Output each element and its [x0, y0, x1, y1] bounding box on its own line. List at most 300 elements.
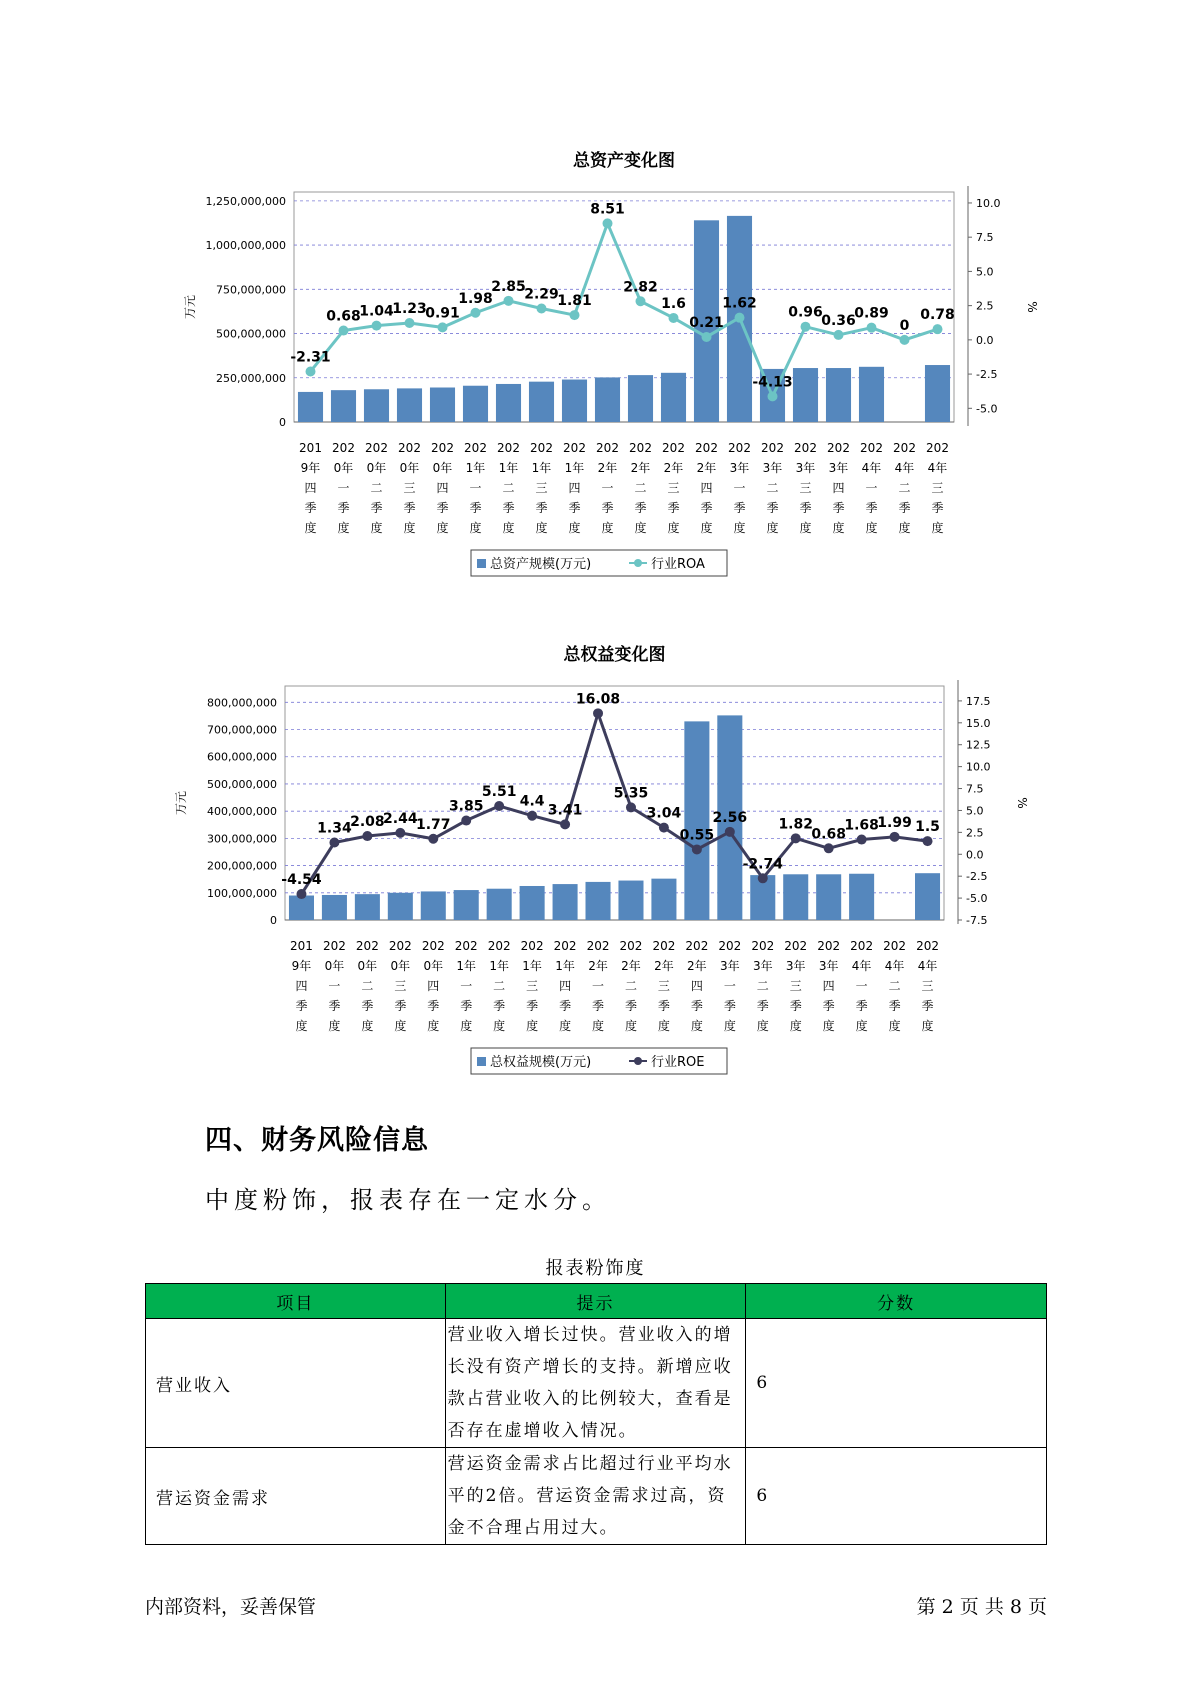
x-tick-label: 度 — [921, 1019, 934, 1033]
line-point — [329, 838, 339, 848]
x-tick-label: 1年 — [564, 461, 585, 475]
x-tick-label: 度 — [502, 521, 515, 535]
x-tick-label: 季 — [370, 501, 383, 515]
x-tick-label: 三 — [526, 979, 539, 993]
x-tick-label: 度 — [427, 1019, 440, 1033]
footer-note: 内部资料，妥善保管 — [145, 1596, 317, 1618]
x-tick-label: 季 — [502, 501, 515, 515]
bar — [322, 895, 347, 920]
x-tick-label: 度 — [657, 1019, 670, 1033]
bar — [793, 368, 818, 422]
x-tick-label: 202 — [596, 441, 619, 455]
x-tick-label: 度 — [634, 521, 647, 535]
data-label: 0.96 — [788, 304, 823, 321]
legend-bar-swatch — [477, 559, 486, 568]
x-tick-label: 2年 — [597, 461, 618, 475]
x-tick-label: 度 — [568, 521, 581, 535]
line-point — [603, 218, 613, 228]
x-tick-label: 三 — [403, 481, 416, 495]
x-tick-label: 202 — [794, 441, 817, 455]
x-tick-label: 度 — [624, 1019, 637, 1033]
row-hint: 营运资金需求占比超过行业平均水平的2倍。营运资金需求过高，资金不合理占用过大。 — [445, 1448, 746, 1545]
x-tick-label: 9年 — [300, 461, 321, 475]
x-tick-label: 度 — [766, 521, 779, 535]
bar — [684, 721, 709, 920]
x-tick-label: 季 — [460, 999, 473, 1013]
y-right-tick-label: 10.0 — [976, 196, 1001, 210]
x-tick-label: 二 — [624, 979, 637, 993]
x-tick-label: 四 — [832, 481, 845, 495]
bar — [388, 893, 413, 920]
x-tick-label: 度 — [328, 1019, 341, 1033]
bar — [628, 375, 653, 422]
x-tick-label: 202 — [662, 441, 685, 455]
data-label: 16.08 — [575, 691, 621, 708]
line-point — [768, 391, 778, 401]
x-tick-label: 季 — [865, 501, 878, 515]
x-tick-label: 季 — [568, 501, 581, 515]
x-tick-label: 202 — [497, 441, 520, 455]
data-label: 0.78 — [920, 307, 955, 324]
x-tick-label: 季 — [657, 999, 670, 1013]
x-tick-label: 一 — [469, 481, 482, 495]
bar — [520, 886, 545, 920]
legend-bar-label: 总资产规模(万元) — [490, 557, 592, 572]
x-tick-label: 1年 — [465, 461, 486, 475]
x-tick-label: 202 — [530, 441, 553, 455]
bar — [487, 889, 512, 920]
data-label: 2.85 — [491, 278, 526, 295]
x-tick-label: 二 — [493, 979, 506, 993]
y-right-tick-label: 2.5 — [976, 299, 994, 313]
line-point — [824, 843, 834, 853]
row-item: 营运资金需求 — [146, 1448, 446, 1545]
data-label: 1.99 — [877, 814, 912, 831]
data-label: 1.34 — [317, 820, 352, 837]
x-tick-label: 三 — [931, 481, 944, 495]
data-label: 1.81 — [557, 293, 592, 310]
x-tick-label: 度 — [667, 521, 680, 535]
x-tick-label: 度 — [690, 1019, 703, 1033]
line-point — [428, 834, 438, 844]
x-tick-label: 4年 — [861, 461, 882, 475]
x-tick-label: 季 — [898, 501, 911, 515]
data-label: 0.36 — [821, 312, 856, 329]
x-tick-label: 4年 — [851, 959, 872, 973]
x-tick-label: 一 — [337, 481, 350, 495]
x-tick-label: 202 — [916, 939, 939, 953]
x-tick-label: 202 — [629, 441, 652, 455]
x-tick-label: 度 — [733, 521, 746, 535]
x-tick-label: 三 — [657, 979, 670, 993]
x-tick-label: 202 — [431, 441, 454, 455]
x-tick-label: 202 — [487, 939, 511, 953]
x-tick-label: 202 — [751, 939, 775, 953]
row-hint: 营业收入增长过快。营业收入的增长没有资产增长的支持。新增应收款占营业收入的比例较大，查看是否存在虚增收入情况。 — [445, 1319, 746, 1448]
x-tick-label: 202 — [652, 939, 676, 953]
line-point — [857, 835, 867, 845]
x-tick-label: 202 — [619, 939, 643, 953]
bar — [529, 382, 554, 422]
x-tick-label: 202 — [586, 939, 610, 953]
y-left-tick-label: 400,000,000 — [207, 805, 277, 819]
x-tick-label: 三 — [799, 481, 812, 495]
line-point — [890, 832, 900, 842]
table-row — [146, 1319, 1047, 1448]
y-right-tick-label: 0.0 — [966, 848, 984, 862]
data-label: 1.6 — [661, 295, 686, 312]
x-tick-label: 三 — [535, 481, 548, 495]
data-label: 8.51 — [590, 201, 625, 218]
x-tick-label: 二 — [361, 979, 374, 993]
x-tick-label: 202 — [817, 939, 841, 953]
bar — [826, 368, 851, 422]
line-point — [296, 889, 306, 899]
x-tick-label: 202 — [850, 939, 874, 953]
y-right-tick-label: -7.5 — [966, 914, 988, 927]
x-tick-label: 202 — [893, 441, 916, 455]
x-tick-label: 202 — [827, 441, 850, 455]
data-label: 0.21 — [689, 314, 724, 331]
x-tick-label: 四 — [690, 979, 703, 993]
x-tick-label: 季 — [624, 999, 637, 1013]
line-point — [692, 844, 702, 854]
x-tick-label: 二 — [756, 979, 769, 993]
y-right-tick-label: 0.0 — [976, 333, 994, 347]
y-left-tick-label: 700,000,000 — [207, 723, 277, 737]
x-tick-label: 3年 — [762, 461, 783, 475]
x-tick-label: 202 — [860, 441, 883, 455]
line-point — [306, 366, 316, 376]
total-equity-chart-svg — [0, 636, 1191, 1086]
legend-line-marker — [634, 1057, 642, 1065]
legend-bar-swatch — [477, 1057, 486, 1066]
x-tick-label: 1年 — [555, 959, 575, 973]
x-tick-label: 2年 — [687, 959, 707, 973]
bar — [783, 874, 808, 920]
bar — [331, 390, 356, 422]
bar — [859, 367, 884, 422]
data-label: 1.23 — [392, 301, 427, 318]
x-tick-label: 一 — [460, 979, 473, 993]
x-tick-label: 2年 — [588, 959, 608, 973]
x-tick-label: 202 — [365, 441, 388, 455]
y-right-tick-label: 2.5 — [966, 826, 984, 840]
data-label: -2.74 — [742, 856, 783, 873]
bar — [562, 380, 587, 422]
x-tick-label: 度 — [700, 521, 713, 535]
x-tick-label: 202 — [398, 441, 421, 455]
x-tick-label: 2年 — [696, 461, 717, 475]
x-tick-label: 0年 — [399, 461, 420, 475]
line-point — [471, 308, 481, 318]
plot-frame — [285, 686, 944, 920]
x-tick-label: 季 — [469, 501, 482, 515]
x-tick-label: 3年 — [818, 959, 839, 973]
x-tick-label: 202 — [563, 441, 586, 455]
bar — [298, 392, 323, 422]
y-right-tick-label: -5.0 — [966, 892, 988, 906]
x-tick-label: 二 — [502, 481, 515, 495]
x-tick-label: 0年 — [366, 461, 387, 475]
line-point — [405, 318, 415, 328]
x-tick-label: 202 — [926, 441, 949, 455]
x-tick-label: 3年 — [729, 461, 750, 475]
data-label: 2.56 — [712, 809, 748, 826]
x-tick-label: 度 — [799, 521, 812, 535]
x-tick-label: 度 — [888, 1019, 901, 1033]
line-point — [570, 310, 580, 320]
y-left-tick-label: 1,000,000,000 — [205, 239, 286, 253]
x-tick-label: 四 — [559, 979, 572, 993]
y-right-tick-label: 5.0 — [966, 804, 984, 818]
bar — [816, 874, 841, 920]
y-right-tick-label: 10.0 — [966, 760, 991, 774]
table-header-row — [146, 1284, 1047, 1319]
data-label: 0.91 — [425, 305, 460, 322]
x-tick-label: 三 — [789, 979, 802, 993]
x-tick-label: 0年 — [357, 959, 378, 973]
line-point — [560, 819, 570, 829]
y-right-tick-label: -2.5 — [966, 870, 988, 884]
x-tick-label: 季 — [295, 999, 308, 1013]
x-tick-label: 一 — [855, 979, 868, 993]
x-tick-label: 季 — [535, 501, 548, 515]
bar — [496, 384, 521, 422]
x-tick-label: 季 — [855, 999, 868, 1013]
x-tick-label: 202 — [718, 939, 742, 953]
x-tick-label: 季 — [799, 501, 812, 515]
x-tick-label: 四 — [436, 481, 449, 495]
x-tick-label: 度 — [832, 521, 845, 535]
x-tick-label: 3年 — [785, 959, 806, 973]
x-tick-label: 一 — [723, 979, 736, 993]
line-point — [801, 322, 811, 332]
y-left-tick-label: 500,000,000 — [207, 777, 277, 791]
data-label: 0.68 — [326, 308, 361, 325]
x-tick-label: 度 — [601, 521, 614, 535]
line-point — [735, 313, 745, 323]
x-tick-label: 4年 — [927, 461, 948, 475]
x-tick-label: 度 — [723, 1019, 736, 1033]
chart-title: 总资产变化图 — [573, 151, 675, 171]
x-tick-label: 季 — [493, 999, 506, 1013]
x-tick-label: 1年 — [498, 461, 519, 475]
section-title: 四、财务风险信息 — [205, 1125, 429, 1156]
x-tick-label: 度 — [493, 1019, 506, 1033]
bar — [553, 884, 578, 920]
x-tick-label: 202 — [520, 939, 544, 953]
line-point — [395, 828, 405, 838]
line-point — [593, 708, 603, 718]
x-tick-label: 202 — [355, 939, 379, 953]
bar — [849, 874, 874, 920]
bar — [915, 873, 940, 920]
y-right-tick-label: 15.0 — [966, 716, 991, 730]
x-tick-label: 度 — [559, 1019, 572, 1033]
y-left-tick-label: 0 — [279, 416, 286, 429]
data-label: 0 — [899, 317, 910, 334]
x-tick-label: 三 — [921, 979, 934, 993]
x-tick-label: 季 — [931, 501, 944, 515]
line-point — [834, 330, 844, 340]
y-left-tick-label: 1,250,000,000 — [205, 194, 286, 208]
x-tick-label: 四 — [822, 979, 835, 993]
x-tick-label: 度 — [931, 521, 944, 535]
data-label: 1.82 — [778, 816, 813, 833]
table-row — [146, 1448, 1047, 1545]
page-number: 第 2 页 共 8 页 — [916, 1596, 1047, 1618]
x-tick-label: 0年 — [333, 461, 354, 475]
x-tick-label: 季 — [921, 999, 934, 1013]
x-tick-label: 四 — [427, 979, 440, 993]
line-point — [669, 313, 679, 323]
series-line — [301, 713, 927, 894]
x-tick-label: 四 — [700, 481, 713, 495]
x-tick-label: 度 — [822, 1019, 835, 1033]
x-tick-label: 度 — [469, 521, 482, 535]
header-score: 分数 — [746, 1284, 1047, 1319]
line-point — [626, 802, 636, 812]
x-tick-label: 0年 — [390, 959, 411, 973]
bar — [421, 891, 446, 920]
x-tick-label: 202 — [454, 939, 478, 953]
y-left-tick-label: 750,000,000 — [216, 283, 286, 297]
x-tick-label: 季 — [337, 501, 350, 515]
line-point — [537, 304, 547, 314]
x-tick-label: 201 — [299, 441, 322, 455]
x-tick-label: 202 — [421, 939, 445, 953]
x-tick-label: 度 — [361, 1019, 374, 1033]
line-point — [923, 836, 933, 846]
data-label: 3.41 — [547, 802, 583, 819]
bar — [651, 879, 676, 920]
data-label: 3.04 — [646, 805, 682, 822]
x-tick-label: 3年 — [795, 461, 816, 475]
x-tick-label: 0年 — [432, 461, 453, 475]
x-tick-label: 度 — [370, 521, 383, 535]
total-assets-chart — [0, 140, 1191, 590]
total-equity-chart — [0, 636, 1191, 1086]
data-label: -2.31 — [290, 349, 331, 366]
header-item: 项目 — [146, 1284, 446, 1319]
line-point — [636, 296, 646, 306]
x-tick-label: 9年 — [291, 959, 312, 973]
data-label: 5.35 — [613, 785, 649, 802]
y-left-tick-label: 300,000,000 — [207, 832, 277, 846]
x-tick-label: 2年 — [621, 959, 641, 973]
data-label: 1.04 — [359, 303, 394, 320]
line-point — [758, 873, 768, 883]
x-tick-label: 一 — [865, 481, 878, 495]
x-tick-label: 季 — [667, 501, 680, 515]
x-tick-label: 季 — [559, 999, 572, 1013]
x-tick-label: 3年 — [752, 959, 773, 973]
x-tick-label: 季 — [427, 999, 440, 1013]
x-tick-label: 4年 — [894, 461, 915, 475]
row-item: 营业收入 — [146, 1319, 446, 1448]
data-label: 0.89 — [854, 305, 889, 322]
x-tick-label: 三 — [394, 979, 407, 993]
x-tick-label: 季 — [690, 999, 703, 1013]
header-hint: 提示 — [445, 1284, 746, 1319]
x-tick-label: 度 — [436, 521, 449, 535]
x-tick-label: 2年 — [654, 959, 674, 973]
data-label: 4.4 — [519, 793, 545, 810]
data-label: 1.5 — [915, 819, 940, 836]
x-tick-label: 季 — [601, 501, 614, 515]
section-text: 中度粉饰，报表存在一定水分。 — [205, 1186, 611, 1214]
y-left-tick-label: 100,000,000 — [207, 886, 277, 900]
x-tick-label: 季 — [888, 999, 901, 1013]
x-tick-label: 四 — [304, 481, 317, 495]
y-left-tick-label: 500,000,000 — [216, 327, 286, 341]
x-tick-label: 度 — [756, 1019, 769, 1033]
line-point — [659, 823, 669, 833]
data-label: 1.77 — [416, 816, 451, 833]
x-tick-label: 202 — [728, 441, 751, 455]
line-point — [494, 801, 504, 811]
data-label: -4.13 — [752, 374, 793, 391]
x-tick-label: 1年 — [456, 959, 477, 973]
y-right-axis-label: % — [1025, 301, 1039, 313]
x-tick-label: 202 — [761, 441, 784, 455]
row-score: 6 — [746, 1448, 1047, 1545]
x-tick-label: 一 — [592, 979, 605, 993]
line-point — [933, 324, 943, 334]
x-tick-label: 季 — [328, 999, 341, 1013]
x-tick-label: 度 — [295, 1019, 308, 1033]
line-point — [791, 833, 801, 843]
chart-title: 总权益变化图 — [563, 645, 666, 665]
y-right-tick-label: 7.5 — [966, 782, 984, 796]
x-tick-label: 度 — [789, 1019, 802, 1033]
x-tick-label: 202 — [695, 441, 718, 455]
x-tick-label: 度 — [394, 1019, 407, 1033]
x-tick-label: 4年 — [917, 959, 938, 973]
y-right-tick-label: 17.5 — [966, 694, 991, 708]
x-tick-label: 度 — [865, 521, 878, 535]
bar — [355, 894, 380, 920]
bar — [397, 388, 422, 422]
line-point — [504, 296, 514, 306]
x-tick-label: 202 — [685, 939, 709, 953]
y-left-tick-label: 250,000,000 — [216, 371, 286, 385]
x-tick-label: 度 — [526, 1019, 539, 1033]
x-tick-label: 度 — [898, 521, 911, 535]
total-assets-chart-svg — [0, 140, 1191, 590]
line-point — [339, 326, 349, 336]
x-tick-label: 季 — [634, 501, 647, 515]
x-tick-label: 度 — [855, 1019, 868, 1033]
bar — [618, 881, 643, 920]
line-point — [900, 335, 910, 345]
line-point — [461, 816, 471, 826]
bar — [586, 882, 611, 920]
x-tick-label: 季 — [733, 501, 746, 515]
x-tick-label: 季 — [822, 999, 835, 1013]
x-tick-label: 202 — [553, 939, 577, 953]
x-tick-label: 度 — [337, 521, 350, 535]
x-tick-label: 202 — [784, 939, 808, 953]
line-point — [702, 332, 712, 342]
x-tick-label: 度 — [304, 521, 317, 535]
data-label: 2.08 — [350, 814, 385, 831]
bar — [463, 386, 488, 422]
bar — [595, 377, 620, 422]
x-tick-label: 2年 — [630, 461, 651, 475]
line-point — [725, 827, 735, 837]
